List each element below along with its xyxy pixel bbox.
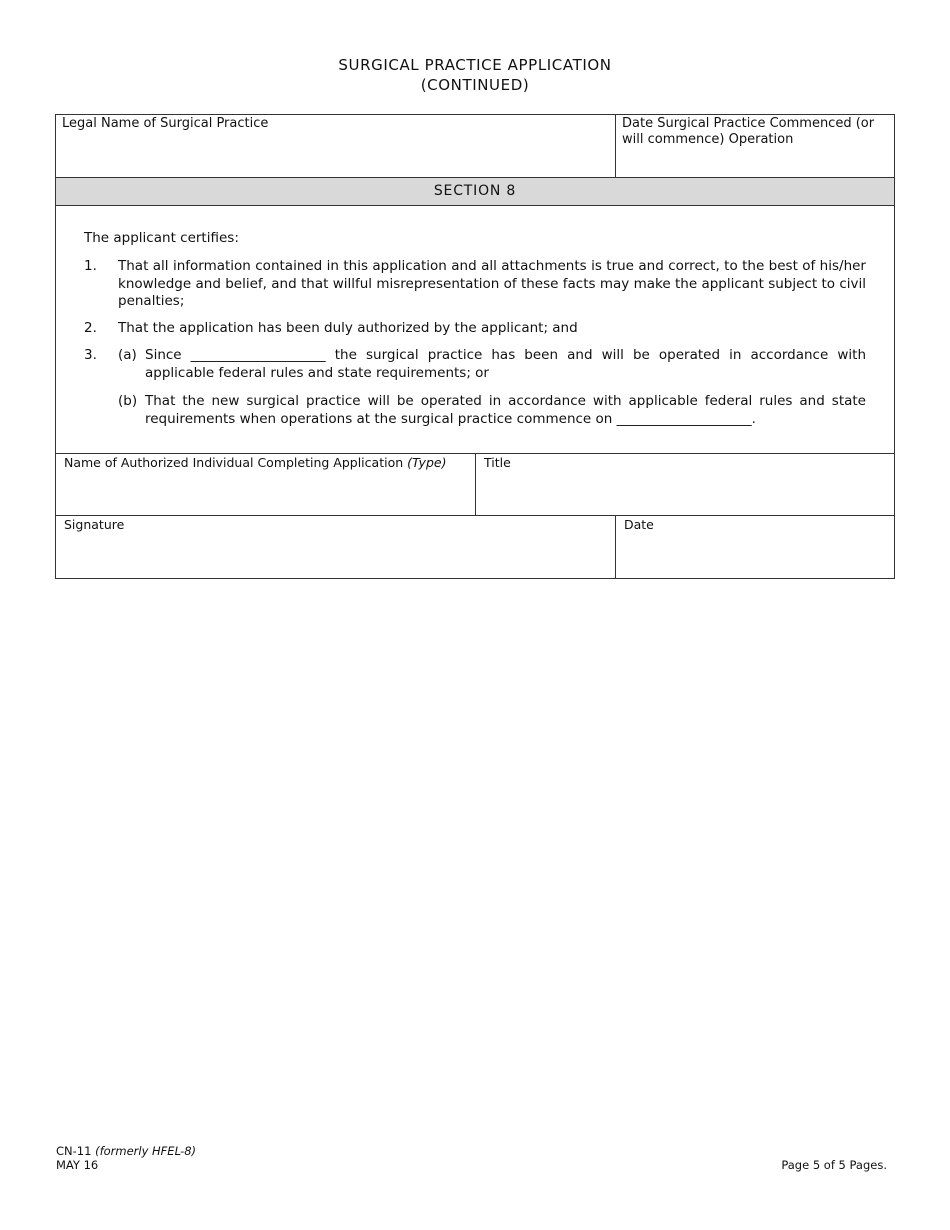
certification-item-3a [84, 347, 866, 382]
section-header: SECTION 8 [56, 178, 894, 206]
authorized-name-field[interactable] [56, 454, 475, 515]
form-subtitle: (CONTINUED) [420, 76, 530, 94]
item-3a-body [118, 347, 866, 382]
date-field[interactable] [615, 516, 894, 578]
title-label: Title [484, 455, 511, 470]
form-identifier [56, 1144, 196, 1172]
subitem-text: Since ____________________ the surgical practice has been and will be operated in accordance with applicable federal rules and state requirements; or [145, 347, 866, 381]
certification-item-1 [84, 258, 866, 311]
certification-intro: The applicant certifies: [84, 230, 239, 246]
title-field[interactable] [475, 454, 894, 515]
date-commenced-field[interactable] [615, 115, 894, 177]
authorized-name-label: Name of Authorized Individual Completing Application [64, 455, 404, 470]
certification-block [56, 206, 894, 454]
subitem-label: (b) [118, 393, 138, 409]
form-revision: MAY 16 [56, 1158, 99, 1172]
item-text: That all information contained in this application and all attachments is true and correct, to the best of his/her knowledge and belief, and that willful misrepresentation of these facts may make the applicant subject to civil penalties; [118, 258, 866, 309]
form-former-id: (formerly HFEL-8) [95, 1144, 197, 1158]
signature-field[interactable] [56, 516, 615, 578]
item-3b-body [118, 393, 866, 428]
item-number: 2. [84, 320, 97, 336]
legal-name-label: Legal Name of Surgical Practice [62, 116, 269, 131]
item-number: 1. [84, 258, 97, 274]
certification-item-2 [84, 320, 866, 338]
subitem-text: That the new surgical practice will be operated in accordance with applicable federal rules and state requirements when operations at the surgical practice commence on ____________________. [145, 393, 866, 427]
item-text: That the application has been duly authorized by the applicant; and [118, 320, 578, 336]
subitem-label: (a) [118, 347, 137, 363]
certification-item-3b [84, 393, 866, 428]
application-form [55, 114, 895, 579]
authorized-name-label-suffix: (Type) [407, 455, 447, 470]
authorized-individual-row [56, 454, 894, 516]
date-label: Date [624, 517, 654, 532]
item-number: 3. [84, 347, 97, 363]
legal-name-field[interactable] [56, 115, 615, 177]
signature-label: Signature [64, 517, 125, 532]
page-number: Page 5 of 5 Pages. [781, 1158, 887, 1172]
form-id: CN-11 [56, 1144, 92, 1158]
form-title: SURGICAL PRACTICE APPLICATION [338, 56, 612, 74]
practice-info-row [56, 115, 894, 178]
signature-row [56, 516, 894, 578]
date-commenced-label: Date Surgical Practice Commenced (or will commence) Operation [622, 116, 875, 147]
